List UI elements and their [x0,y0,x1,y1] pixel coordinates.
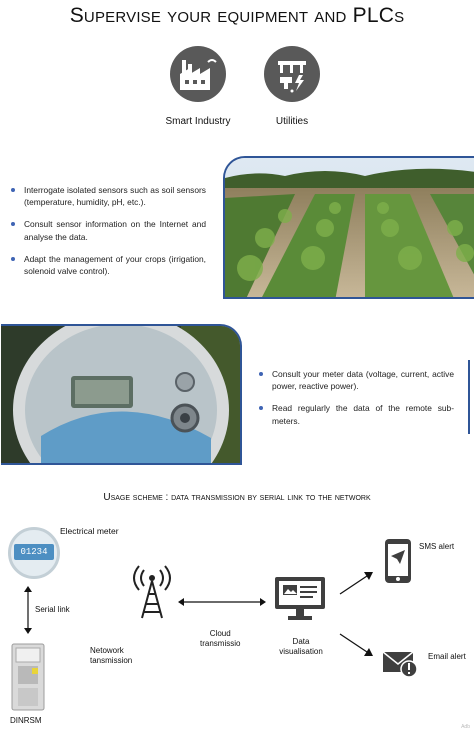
dinrsm-device-icon [10,642,46,712]
email-arrow [338,632,374,658]
phone-icon [384,538,412,584]
sms-alert-label: SMS alert [419,542,455,551]
cloud-transmission-label: Cloud transmissio [200,629,241,648]
antenna-icon [132,564,172,620]
bullet-item: Consult your meter data (voltage, current, active power, reactive power). [258,368,454,392]
serial-link-label: Serial link [35,605,70,614]
cloud-transmission-arrow [178,597,266,607]
monitor-icon [274,576,326,622]
meter-display: 01234 [14,544,54,560]
watermark: Adb [461,724,470,730]
email-alert-icon [382,650,418,678]
email-alert-label: Email alert [428,652,466,661]
electric-meter-photo [1,324,242,465]
network-transmission-label: Netowork tansmission [90,646,133,665]
utilities-icon [264,46,320,102]
smart-industry-icon [170,46,226,102]
serial-link-arrow [22,586,34,634]
meter-bullets [258,368,454,437]
data-visualisation-label: Data visualisation [279,637,323,656]
crop-field-photo [223,156,474,299]
bullet-item: Consult sensor information on the Internet and analyse the data. [10,218,206,242]
electrical-meter-icon [8,527,60,579]
dinrsm-label: DINRSM [10,716,42,725]
scheme-title: Usage scheme : data transmission by serial link to the network [103,492,371,503]
agriculture-bullets [10,184,206,287]
accent-divider [468,360,470,434]
bullet-item: Read regularly the data of the remote sub-meters. [258,402,454,426]
bullet-item: Adapt the management of your crops (irrigation, solenoid valve control). [10,253,206,277]
smart-industry-label: Smart Industry [165,116,231,127]
page-title: Supervise your equipment and PLCs [69,4,405,27]
bullet-item: Interrogate isolated sensors such as soil sensors (temperature, humidity, pH, etc.). [10,184,206,208]
electrical-meter-label: Electrical meter [60,526,119,536]
utilities-label: Utilities [275,116,309,127]
sms-arrow [338,570,374,596]
